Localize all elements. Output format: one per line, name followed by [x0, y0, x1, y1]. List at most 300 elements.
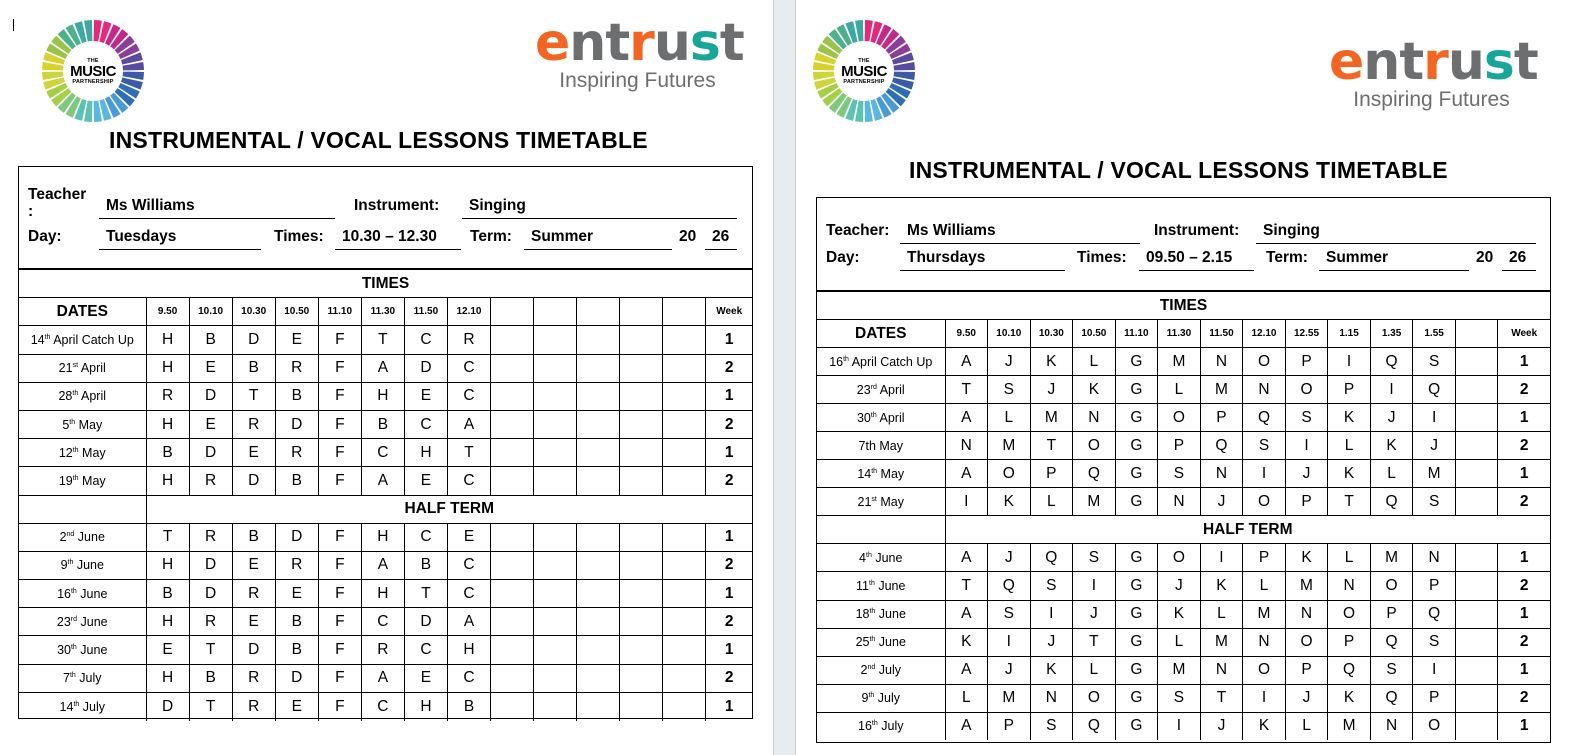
lesson-cell: E: [232, 608, 275, 636]
time-slot-header: [534, 298, 577, 326]
lesson-cell: C: [361, 439, 404, 467]
lesson-cell: R: [232, 580, 275, 608]
lesson-cell: D: [232, 326, 275, 354]
date-cell: 9th July: [817, 684, 945, 712]
times-header: TIMES: [817, 292, 1550, 320]
week-cell: 2: [1498, 376, 1550, 404]
lesson-cell: [663, 692, 706, 720]
lesson-cell: T: [232, 382, 275, 410]
lesson-cell: N: [1328, 572, 1371, 600]
half-term-label: HALF TERM: [945, 516, 1550, 544]
week-cell: 2: [1498, 684, 1550, 712]
week-cell: 1: [706, 692, 752, 720]
time-slot-header: 10.10: [988, 320, 1031, 348]
lesson-cell: B: [232, 523, 275, 551]
lesson-cell: I: [1158, 712, 1201, 740]
lesson-cell: K: [1243, 712, 1286, 740]
lesson-cell: N: [1073, 404, 1116, 432]
table-row: [817, 684, 1550, 712]
lesson-cell: F: [318, 523, 361, 551]
table-row: [19, 664, 752, 692]
lesson-cell: F: [318, 410, 361, 438]
lesson-cell: J: [1200, 712, 1243, 740]
lesson-cell: H: [146, 410, 189, 438]
lesson-cell: E: [232, 439, 275, 467]
lesson-cell: [1455, 432, 1498, 460]
week-cell: 2: [1498, 488, 1550, 516]
week-cell: 2: [1498, 628, 1550, 656]
date-cell: 2nd July: [817, 656, 945, 684]
music-partnership-logo: [41, 19, 145, 123]
lesson-cell: O: [988, 460, 1031, 488]
lesson-cell: P: [1285, 348, 1328, 376]
lesson-cell: [620, 382, 663, 410]
lesson-cell: C: [404, 326, 447, 354]
lesson-cell: [1455, 656, 1498, 684]
lesson-cell: G: [1115, 628, 1158, 656]
lesson-cell: [577, 636, 620, 664]
lesson-cell: T: [146, 523, 189, 551]
lesson-cell: P: [988, 712, 1031, 740]
lesson-cell: R: [189, 467, 232, 495]
lesson-cell: H: [361, 523, 404, 551]
week-cell: 1: [706, 636, 752, 664]
lesson-cell: [491, 382, 534, 410]
entrust-tagline: Inspiring Futures: [1353, 88, 1510, 111]
lesson-cell: [491, 636, 534, 664]
lesson-cell: M: [1158, 348, 1201, 376]
lesson-cell: E: [404, 382, 447, 410]
lesson-cell: F: [318, 692, 361, 720]
lesson-cell: [1455, 684, 1498, 712]
half-term-row: [817, 516, 1550, 544]
week-cell: 1: [706, 580, 752, 608]
lesson-cell: G: [1115, 404, 1158, 432]
time-slot-header: 1.15: [1328, 320, 1371, 348]
lesson-cell: S: [1158, 460, 1201, 488]
week-cell: 2: [706, 608, 752, 636]
half-term-date-blank: [817, 516, 945, 544]
lesson-cell: L: [1243, 572, 1286, 600]
teacher-value: Ms Williams: [99, 197, 335, 219]
entrust-letter: s: [1483, 32, 1514, 92]
lesson-cell: [620, 580, 663, 608]
lesson-cell: I: [1285, 432, 1328, 460]
lesson-cell: I: [1243, 460, 1286, 488]
lesson-cell: [663, 580, 706, 608]
time-slot-header: 9.50: [945, 320, 988, 348]
lesson-cell: [577, 551, 620, 579]
lesson-cell: G: [1115, 432, 1158, 460]
time-slot-header: 10.50: [1073, 320, 1116, 348]
lesson-cell: J: [1030, 376, 1073, 404]
lesson-cell: G: [1115, 460, 1158, 488]
lesson-cell: C: [404, 636, 447, 664]
lesson-cell: D: [275, 523, 318, 551]
date-cell: 14th May: [817, 460, 945, 488]
year-suffix: 26: [1502, 249, 1536, 271]
lesson-cell: I: [1200, 544, 1243, 572]
lesson-cell: S: [1030, 572, 1073, 600]
music-partnership-logo: [812, 19, 916, 123]
lesson-cell: L: [945, 684, 988, 712]
lesson-cell: T: [1200, 684, 1243, 712]
time-slot-header: 11.10: [318, 298, 361, 326]
entrust-letter: t: [605, 13, 630, 73]
times-label: Times:: [1077, 249, 1127, 266]
timetable-grid: [19, 269, 752, 721]
lesson-cell: G: [1115, 572, 1158, 600]
lesson-cell: P: [1158, 432, 1201, 460]
lesson-cell: E: [404, 664, 447, 692]
lesson-cell: D: [275, 410, 318, 438]
lesson-cell: C: [447, 382, 490, 410]
week-cell: 1: [706, 326, 752, 354]
times-label: Times:: [274, 228, 324, 245]
lesson-cell: R: [275, 439, 318, 467]
table-row: [817, 348, 1550, 376]
lesson-cell: [577, 608, 620, 636]
date-cell: 14th April Catch Up: [19, 326, 146, 354]
lesson-cell: F: [318, 382, 361, 410]
lesson-cell: Q: [1073, 712, 1116, 740]
column-header-row: [817, 320, 1550, 348]
lesson-cell: M: [1413, 460, 1456, 488]
lesson-cell: J: [1030, 628, 1073, 656]
teacher-label: Teacher :: [28, 186, 87, 220]
date-cell: 5th May: [19, 410, 146, 438]
lesson-cell: E: [189, 354, 232, 382]
lesson-cell: G: [1115, 544, 1158, 572]
lesson-cell: R: [232, 664, 275, 692]
lesson-cell: J: [988, 348, 1031, 376]
lesson-cell: H: [361, 382, 404, 410]
lesson-cell: L: [1158, 376, 1201, 404]
table-row: [817, 656, 1550, 684]
lesson-cell: S: [1285, 404, 1328, 432]
lesson-cell: C: [361, 692, 404, 720]
lesson-cell: O: [1285, 376, 1328, 404]
instrument-label: Instrument:: [354, 197, 440, 214]
lesson-cell: Q: [1030, 544, 1073, 572]
entrust-letter: r: [1423, 32, 1448, 92]
lesson-cell: [491, 551, 534, 579]
time-slot-header: [577, 298, 620, 326]
lesson-cell: [663, 326, 706, 354]
lesson-cell: A: [361, 664, 404, 692]
week-cell: 1: [1498, 600, 1550, 628]
lesson-cell: [577, 410, 620, 438]
lesson-cell: T: [447, 439, 490, 467]
times-value: 10.30 – 12.30: [335, 228, 461, 250]
table-row: [19, 523, 752, 551]
lesson-cell: O: [1158, 544, 1201, 572]
lesson-cell: H: [146, 608, 189, 636]
time-slot-header: 12.10: [1243, 320, 1286, 348]
lesson-cell: D: [232, 636, 275, 664]
table-row: [19, 354, 752, 382]
lesson-cell: M: [988, 432, 1031, 460]
table-row: [817, 488, 1550, 516]
date-cell: 18th June: [817, 600, 945, 628]
lesson-cell: K: [1328, 404, 1371, 432]
lesson-cell: P: [1285, 488, 1328, 516]
lesson-cell: D: [232, 467, 275, 495]
lesson-cell: [1455, 544, 1498, 572]
lesson-cell: L: [988, 404, 1031, 432]
lesson-cell: F: [318, 467, 361, 495]
time-slot-header: 12.10: [447, 298, 490, 326]
week-cell: 1: [706, 523, 752, 551]
time-slot-header: 10.30: [232, 298, 275, 326]
entrust-wordmark: [1329, 32, 1538, 92]
lesson-cell: L: [1328, 544, 1371, 572]
lesson-cell: [534, 608, 577, 636]
table-row: [817, 544, 1550, 572]
term-label: Term:: [1266, 249, 1308, 266]
lesson-cell: [620, 608, 663, 636]
text-cursor: [13, 19, 14, 31]
entrust-letter: t: [1513, 32, 1538, 92]
lesson-cell: [491, 326, 534, 354]
lesson-cell: B: [275, 467, 318, 495]
dates-header: DATES: [817, 320, 945, 348]
lesson-cell: [663, 467, 706, 495]
lesson-cell: [620, 410, 663, 438]
lesson-cell: F: [318, 551, 361, 579]
lesson-cell: F: [318, 664, 361, 692]
lesson-cell: R: [275, 354, 318, 382]
lesson-cell: B: [146, 439, 189, 467]
time-slot-header: [663, 298, 706, 326]
lesson-cell: R: [232, 692, 275, 720]
lesson-cell: I: [1243, 684, 1286, 712]
lesson-cell: D: [189, 382, 232, 410]
date-cell: 19th May: [19, 467, 146, 495]
lesson-cell: Q: [1370, 348, 1413, 376]
week-header: Week: [1498, 320, 1550, 348]
lesson-cell: [663, 636, 706, 664]
year-suffix: 26: [705, 228, 737, 250]
times-header-row: [19, 270, 752, 298]
instrument-value: Singing: [462, 197, 737, 219]
lesson-cell: F: [318, 636, 361, 664]
lesson-cell: E: [275, 326, 318, 354]
lesson-cell: O: [1328, 600, 1371, 628]
lesson-cell: K: [1158, 600, 1201, 628]
lesson-cell: [1455, 572, 1498, 600]
document-page-1: [0, 0, 773, 755]
lesson-cell: O: [1243, 348, 1286, 376]
lesson-cell: A: [945, 656, 988, 684]
lesson-cell: D: [275, 664, 318, 692]
lesson-cell: [1455, 488, 1498, 516]
lesson-cell: B: [232, 354, 275, 382]
lesson-cell: C: [404, 410, 447, 438]
lesson-cell: L: [1073, 656, 1116, 684]
table-row: [817, 572, 1550, 600]
time-slot-header: 10.50: [275, 298, 318, 326]
lesson-cell: O: [1243, 656, 1286, 684]
lesson-cell: O: [1073, 432, 1116, 460]
lesson-cell: N: [1370, 712, 1413, 740]
lesson-cell: [1455, 460, 1498, 488]
timetable-frame: [18, 166, 753, 719]
lesson-cell: L: [1285, 712, 1328, 740]
week-cell: 2: [706, 410, 752, 438]
lesson-cell: M: [1243, 600, 1286, 628]
lesson-cell: [620, 354, 663, 382]
time-slot-header: 11.50: [404, 298, 447, 326]
lesson-cell: N: [1243, 376, 1286, 404]
lesson-cell: B: [146, 580, 189, 608]
lesson-cell: [663, 382, 706, 410]
lesson-cell: [491, 354, 534, 382]
lesson-cell: [491, 410, 534, 438]
lesson-cell: O: [1243, 488, 1286, 516]
lesson-cell: Q: [1200, 432, 1243, 460]
lesson-cell: N: [1200, 656, 1243, 684]
lesson-cell: Q: [1370, 628, 1413, 656]
lesson-cell: I: [1073, 572, 1116, 600]
entrust-letter: t: [1399, 32, 1424, 92]
time-slot-header: [620, 298, 663, 326]
lesson-cell: Q: [1413, 600, 1456, 628]
lesson-cell: B: [189, 664, 232, 692]
logo-text-music: MUSIC: [70, 62, 116, 80]
lesson-cell: L: [1328, 432, 1371, 460]
table-row: [817, 600, 1550, 628]
lesson-cell: J: [1370, 404, 1413, 432]
lesson-cell: K: [1073, 376, 1116, 404]
lesson-cell: C: [447, 664, 490, 692]
lesson-cell: B: [275, 608, 318, 636]
lesson-cell: H: [146, 551, 189, 579]
lesson-cell: G: [1115, 376, 1158, 404]
lesson-cell: R: [232, 410, 275, 438]
lesson-cell: R: [189, 608, 232, 636]
lesson-cell: M: [1285, 572, 1328, 600]
lesson-cell: B: [275, 382, 318, 410]
lesson-cell: P: [1413, 572, 1456, 600]
lesson-cell: Q: [1370, 684, 1413, 712]
times-value: 09.50 – 2.15: [1139, 249, 1254, 271]
lesson-cell: T: [1073, 628, 1116, 656]
lesson-cell: T: [361, 326, 404, 354]
lesson-cell: [620, 551, 663, 579]
week-cell: 2: [706, 354, 752, 382]
lesson-cell: J: [1413, 432, 1456, 460]
lesson-cell: P: [1285, 656, 1328, 684]
lesson-cell: N: [1243, 628, 1286, 656]
time-slot-header: 10.10: [189, 298, 232, 326]
lesson-cell: K: [1370, 432, 1413, 460]
lesson-cell: D: [404, 354, 447, 382]
lesson-cell: D: [189, 580, 232, 608]
lesson-cell: O: [1413, 712, 1456, 740]
time-slot-header: 11.30: [361, 298, 404, 326]
week-cell: 2: [706, 467, 752, 495]
entrust-letter: n: [569, 13, 606, 73]
table-row: [19, 692, 752, 720]
date-cell: 23rd April: [817, 376, 945, 404]
instrument-label: Instrument:: [1154, 222, 1240, 239]
entrust-letter: u: [653, 13, 690, 73]
date-cell: 25th June: [817, 628, 945, 656]
lesson-cell: G: [1115, 712, 1158, 740]
lesson-cell: [577, 354, 620, 382]
lesson-cell: [663, 410, 706, 438]
lesson-cell: [663, 354, 706, 382]
lesson-cell: H: [146, 326, 189, 354]
lesson-cell: A: [945, 544, 988, 572]
lesson-cell: [491, 467, 534, 495]
week-cell: 2: [706, 664, 752, 692]
lesson-cell: P: [1030, 460, 1073, 488]
lesson-cell: M: [1158, 656, 1201, 684]
lesson-cell: N: [945, 432, 988, 460]
lesson-cell: S: [1158, 684, 1201, 712]
lesson-cell: [620, 467, 663, 495]
date-cell: 7th July: [19, 664, 146, 692]
date-cell: 14th July: [19, 692, 146, 720]
lesson-cell: [491, 692, 534, 720]
date-cell: 2nd June: [19, 523, 146, 551]
lesson-cell: Q: [1073, 460, 1116, 488]
lesson-cell: [577, 467, 620, 495]
lesson-cell: R: [189, 523, 232, 551]
date-cell: 9th June: [19, 551, 146, 579]
date-cell: 16th June: [19, 580, 146, 608]
lesson-cell: M: [1200, 628, 1243, 656]
lesson-cell: M: [988, 684, 1031, 712]
lesson-cell: A: [447, 410, 490, 438]
lesson-cell: J: [1158, 572, 1201, 600]
lesson-cell: K: [1030, 348, 1073, 376]
lesson-cell: [1455, 404, 1498, 432]
lesson-cell: R: [146, 382, 189, 410]
lesson-cell: B: [447, 692, 490, 720]
entrust-logo: [1329, 32, 1538, 112]
lesson-cell: I: [945, 488, 988, 516]
lesson-cell: [620, 326, 663, 354]
week-header: Week: [706, 298, 752, 326]
lesson-cell: C: [447, 551, 490, 579]
lesson-cell: [534, 692, 577, 720]
entrust-letter: r: [629, 13, 654, 73]
lesson-cell: S: [988, 600, 1031, 628]
lesson-cell: [491, 580, 534, 608]
lesson-cell: N: [1158, 488, 1201, 516]
lesson-cell: T: [189, 636, 232, 664]
date-cell: 4th June: [817, 544, 945, 572]
page-gutter: [773, 0, 796, 755]
lesson-cell: R: [447, 326, 490, 354]
date-cell: 30th April: [817, 404, 945, 432]
lesson-cell: E: [404, 467, 447, 495]
lesson-cell: D: [189, 551, 232, 579]
lesson-cell: Q: [1413, 376, 1456, 404]
lesson-cell: L: [1073, 348, 1116, 376]
date-cell: 21st May: [817, 488, 945, 516]
lesson-cell: J: [1200, 488, 1243, 516]
lesson-cell: T: [404, 580, 447, 608]
half-term-label: HALF TERM: [146, 495, 752, 523]
lesson-cell: [1455, 600, 1498, 628]
lesson-cell: I: [1328, 348, 1371, 376]
lesson-cell: S: [1413, 488, 1456, 516]
times-header: TIMES: [19, 270, 752, 298]
